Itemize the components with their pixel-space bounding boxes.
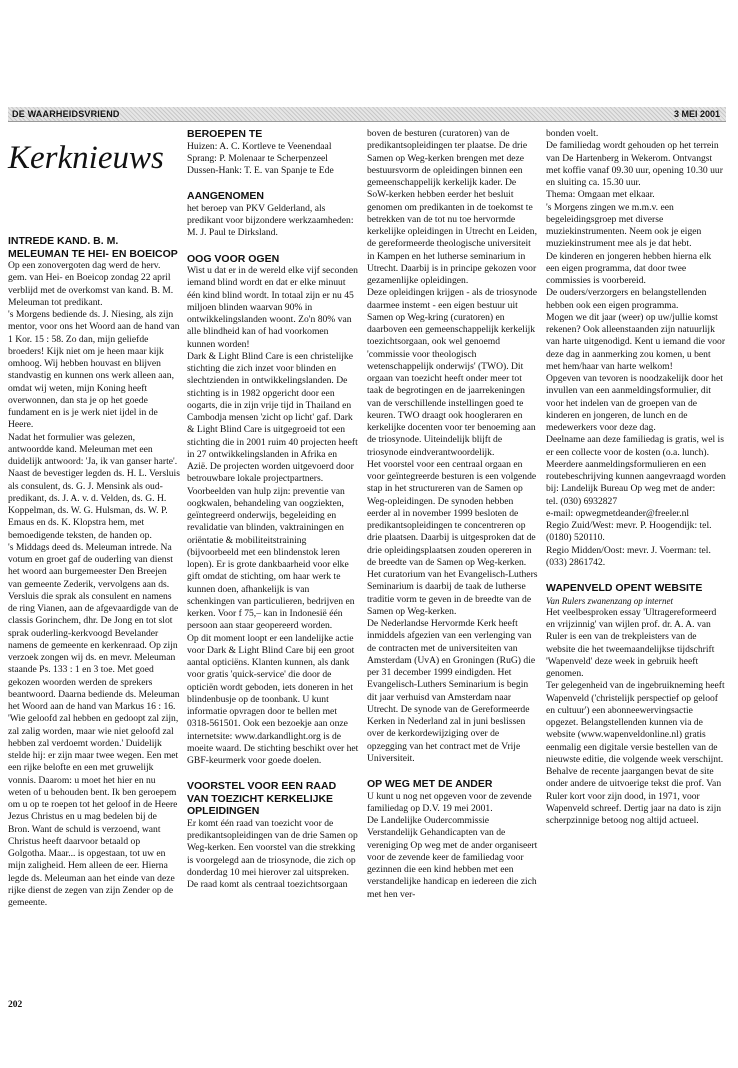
paragraph: Meerdere aanmeldingsformulieren en een routebeschrijving kunnen aangevraagd worden bij: Landelijk Bureau Op weg met de ander: tel. (030) 6932827	[546, 458, 726, 507]
paragraph: Op dit moment loopt er een landelijke actie voor Dark & Light Blind Care bij een groot aantal opticiëns. Klanten kunnen, als dank voor gratis 'quick-service' die door de opticiën wordt geboden, iets doneren in het blindenbusje op de toonbank. U kunt informatie opvragen door te bellen met 0318-561501. Ook een bezoekje aan onze internetsite: www.darkandlight.org is de moeite waard. De stichting beschikt over het GBF-keurmerk voor goede doelen.	[187, 632, 359, 766]
paragraph: Ter gelegenheid van de ingebruikneming heeft Wapenveld ('christelijk perspectief op geloof en cultuur') een abonneewervingsactie opgezet. Belangstellenden kunnen via de website (www.wapenveldonline.nl) gratis eenmalig een digitale versie bestellen van de nieuwste editie, die volgende week verschijnt.	[546, 680, 725, 765]
paragraph: Deelname aan deze familiedag is gratis, wel is er een collecte voor de kosten (o.a. lunch).	[546, 434, 724, 458]
column-1	[8, 235, 180, 909]
article-title-oog-voor-ogen: OOG VOOR OGEN	[187, 252, 280, 265]
paragraph: het beroep van PKV Gelderland, als predikant voor bijzondere werkzaamheden:	[187, 202, 354, 226]
paragraph: bonden voelt.	[546, 128, 599, 139]
paragraph: 's Middags deed ds. Meleuman intrede. Na votum en groet gaf de ouderling van dienst het woord aan burgemeester Den Breejen van gemeente Zederik, vervolgens aan ds. Versluis die sprak als consulent en namens de ring Vianen, aan de afgevaardigde van de classis Gorinchem, dhr. De Jong en tot slot sprak ouderling-kerkvoogd Bevelander namens de gemeente en kerkenraad. Op zijn verzoek zongen wij ds. en mevr. Meleuman staande Ps. 133 : 1 en 3 toe. Met goed gekozen woorden werden de sprekers beantwoord. Daarna bediende ds. Meleuman het Woord aan de hand van Markus 16 : 16. 'Wie geloofd zal hebben en gedoopt zal zijn, zal zalig worden, maar wie niet geloofd zal hebben zal verdoemt worden.' Duidelijk stelde hij: er zijn maar twee wegen. Een met een rijke belofte en een met gruwelijk vonnis. Daarom: u moet het hier en nu weten of u behouden bent. Ik ben geroepem om u op te roepen tot het geloof in de Heere Jezus Christus en u mag bedelen bij de Bron. Want de schuld is verzoend, want Christus heeft daarvoor betaald op Golgotha. Maar... is opgestaan, tot uw en mijn zaligheid. Hem alleen de eer. Hierna legde ds. Meleuman aan het einde van deze rijke dienst de zegen van zijn Zender op de gemeente.	[8, 541, 180, 908]
paragraph: Thema: Omgaan met elkaar.	[546, 189, 655, 201]
article-title-raad-van-toezicht: VOORSTEL VOOR EEN RAAD VAN TOEZICHT KERKELIJKE OPLEIDINGEN	[187, 780, 337, 818]
paragraph: Behalve de recente jaargangen bevat de site onder andere de uitvoerige tekst die prof. Van Ruler kort voor zijn dood, in 1971, voor Wapenveld schreef. Dertig jaar na dato is zijn scherpzinnige betoog nog altijd actueel.	[546, 766, 722, 826]
paragraph: Naast de bevestiger legden ds. H. L. Versluis als consulent, ds. G. J. Mensink als oud-predikant, ds. J. A. v. d. Velden, ds. G. H. Koppelman, ds. W. G. Hulsman, ds. W. P. Emaus en ds. K. Klopstra hem, met bemoedigende teksten, de handen op.	[8, 468, 180, 541]
section-title: Kerknieuws	[8, 140, 164, 176]
page-number: 202	[8, 1000, 23, 1010]
paragraph: U kunt u nog net opgeven voor de zevende familiedag op D.V. 19 mei 2001.	[367, 790, 532, 814]
paragraph: Dark & Light Blind Care is een christelijke stichting die zich inzet voor blinden en slechtzienden in ontwikkelingslanden. De stichting is in 1982 opgericht door een oogarts, die in zijn vrije tijd in Thailand en Cambodja mensen 'zicht op licht' gaf. Dark & Light Blind Care is uitgegroeid tot een stichting die in 2001 ruim 40 projecten heeft in 27 ontwikkelingslanden in Afrika en Azië. De projecten worden uitgevoerd door betrouwbare lokale projectpartners. Voorbeelden van hulp zijn: preventie van oogkwalen, behandeling van oogziekten, geïntegreerd onderwijs, begeleiding en revalidatie van blinden, vaktrainingen en oriëntatie & mobiliteitstraining (bijvoorbeeld met een blindenstok leren lopen). Er is grote dankbaarheid voor elke gift omdat de stichting, om haar werk te kunnen doen, afhankelijk is van schenkingen van particulieren, bedrijven en kerken. Voor f 75,– kan in Indonesië één persoon aan staar geopereerd worden.	[187, 350, 358, 632]
list-item: Sprang: P. Molenaar te Scherpenzeel	[187, 152, 328, 164]
paragraph: 's Morgens zingen we m.m.v. een begeleidingsgroep met diverse muziekinstrumenten. Neem ook je eigen muziekinstrument mee als je dat hebt.	[546, 201, 702, 250]
paragraph: Opgeven van tevoren is noodzakelijk door het invullen van een aanmeldingsformulier, dit voor het indelen van de groepen van de kinderen en jongeren, de lunch en de medewerkers voor deze dag.	[546, 373, 723, 433]
paragraph: Deze opleidingen krijgen - als de triosynode daarmee instemt - een eigen bestuur uit Samen op Weg-kring (curatoren) en daarboven een gemeenschappelijk kerkelijk toezichtsorgaan, ook wel genoemd 'commissie voor theologisch wetenschappelijk onderwijs' (TWO). Dit orgaan van toezicht heeft onder meer tot taak de begrotingen en de jaarrekeningen van de verschillende instellingen goed te keuren. TWO draagt ook hoogleraren en kerkelijke docenten voor ter benoeming aan de triosynode. Uiteindelijk blijft de triosynode eindverantwoordelijk.	[367, 287, 537, 458]
paragraph: De familiedag wordt gehouden op het terrein van De Hartenberg in Wekerom. Ontvangst met koffie vanaf 09.30 uur, opening 10.30 uur en sluiting ca. 15.30 uur.	[546, 140, 723, 188]
paragraph: Op een zonovergoten dag werd de herv. gem. van Hei- en Boeicop zondag 22 april verblijd met de overkomst van kand. B. M. Meleuman tot predikant.	[8, 260, 174, 308]
article-subtitle: Van Rulers zwanenzang op internet	[546, 595, 673, 606]
article-title-wapenveld: WAPENVELD OPENT WEBSITE	[546, 582, 703, 594]
column-2	[187, 128, 359, 891]
paragraph: Het veelbesproken essay 'Ultragereformeerd en vrijzinnig' van wijlen prof. dr. A. A. van Ruler is een van de trekpleisters van de website die het tweemaandelijkse tijdschrift 'Wapenveld' deze week in gebruik heeft genomen.	[546, 606, 717, 679]
list-item: Huizen: A. C. Kortleve te Veenendaal	[187, 140, 332, 152]
email-contact: e-mail: opwegmetdeander@freeler.nl	[546, 507, 690, 519]
paragraph: Er komt één raad van toezicht voor de predikantsopleidingen van de drie Samen op Weg-kerken. Een voorstel van die strekking is voorgelegd aan de triosynode, die zich op donderdag 10 mei hierover zal uitspreken. De raad komt als centraal toezichtsorgaan	[187, 817, 358, 890]
column-3	[367, 128, 539, 901]
paragraph: De ouders/verzorgers en belangstellenden hebben ook een eigen programma.	[546, 287, 707, 311]
paragraph: Regio Zuid/West: mevr. P. Hoogendijk: tel. (0180) 520110.	[546, 520, 712, 544]
paragraph: 's Morgens bediende ds. J. Niesing, als zijn mentor, voor ons het Woord aan de hand van 1 Kor. 15 : 58. Zo dan, mijn geliefde broeders! Kijk niet om je heen maar kijk omhoog. Wij hebben houvast en blijven standvastig en kunnen ons werk alleen aan, omdat wij weten, mijn Koning heeft overwonnen, dan sta je op het goede fundament en is je werk niet ijdel in de Heere.	[8, 309, 180, 431]
page-header-bar	[8, 107, 726, 122]
masthead: DE WAARHEIDSVRIEND	[12, 109, 120, 119]
paragraph: Regio Midden/Oost: mevr. J. Voerman: tel. (033) 2861742.	[546, 544, 711, 568]
paragraph: De Landelijke Oudercommissie Verstandelijk Gehandicapten van de vereniging Op weg met de ander organiseert voor de zevende keer de familiedag voor gezinnen die een kind hebben met een verstandelijke handicap en iedereen die zich met hen ver-	[367, 815, 538, 900]
paragraph: Het voorstel voor een centraal orgaan en voor geïntegreerde besturen is een volgende stap in het structureren van de Samen op Weg-opleidingen. De synoden hebben eerder al in november 1999 besloten de predikantsopleidingen te concentreren op drie plaatsen. Daarbij is uitgesproken dat de drie opleidingsplaatsen zouden opereren in de breedte van de Samen op Weg-kerken. Het curatorium van het Evangelisch-Luthers Seminarium is daarbij de taak de lutherse traditie vorm te geven in de breedte van de Samen op Weg-kerken.	[367, 458, 538, 617]
paragraph: Mogen we dit jaar (weer) op uw/jullie komst rekenen? Ook alleenstaanden zijn natuurlijk van harte uitgenodigd. Kent u iemand die voor deze dag in aanmerking zou komen, u bent met hem/haar van harte welkom!	[546, 311, 726, 372]
paragraph: Wist u dat er in de wereld elke vijf seconden iemand blind wordt en dat er elke minuut één kind blind wordt. In totaal zijn er nu 45 miljoen blinden waarvan 90% in ontwikkelingslanden woont. Zo'n 80% van alle blindheid kan of had voorkomen kunnen worden!	[187, 265, 358, 350]
article-title-op-weg-met-de-ander: OP WEG MET DE ANDER	[367, 778, 493, 790]
issue-date: 3 MEI 2001	[673, 109, 720, 119]
list-item: Dussen-Hank: T. E. van Spanje te Ede	[187, 165, 334, 176]
paragraph: M. J. Paul te Dirksland.	[187, 227, 278, 239]
paragraph: De Nederlandse Hervormde Kerk heeft inmiddels afgezien van een verlenging van de contracten met de universiteiten van Amsterdam (UvA) en Groningen (RuG) die per 31 december 1999 eindigden. Het Evangelisch-Luthers Seminarium is begin dit jaar verhuisd van Amsterdam naar Utrecht. De synode van de Gereformeerde Kerken in Nederland zal in juni beslissen over de kerkordewijziging over de opzegging van het contract met de Vrije Universiteit.	[367, 618, 536, 764]
paragraph: De kinderen en jongeren hebben hierna elk een eigen programma, dat door twee commissies is voorbereid.	[546, 250, 712, 286]
article-title-aangenomen: AANGENOMEN	[187, 190, 265, 203]
paragraph: boven de besturen (curatoren) van de predikantsopleidingen ter plaatse. De drie Samen op Weg-kerken brengen met deze bestuursvorm de opleidingen binnen een gemeenschappelijk kerkelijk kader. De SoW-kerken hebben eerder het besluit genomen om predikanten in de toekomst te betrekken van de tot nu toe hervormde kerkelijke opleidingen in Utrecht en Leiden, de gereformeerde theologische universiteit in Kampen en het lutherse seminarium in Utrecht. Daarbij is in principe gekozen voor gezamenlijke opleidingen.	[367, 128, 537, 286]
article-title-beroepen: BEROEPEN TE	[187, 128, 263, 140]
article-title-intrede: INTREDE KAND. B. M. MELEUMAN TE HEI- EN BOEICOP	[8, 235, 178, 260]
column-4	[546, 128, 726, 827]
paragraph: Nadat het formulier was gelezen, antwoordde kand. Meleuman met een duidelijk antwoord: 'Ja, ik van ganser harte'.	[8, 431, 178, 467]
